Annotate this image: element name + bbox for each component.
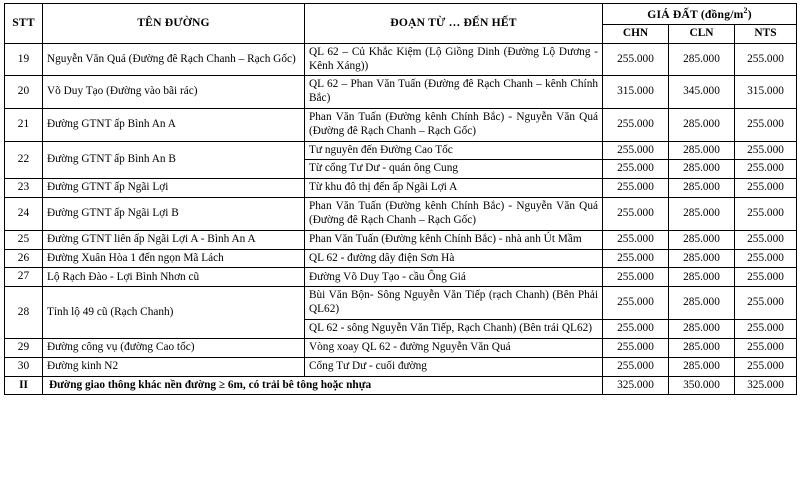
- table-row: [5, 76, 797, 109]
- cell-stt: 28: [5, 287, 43, 338]
- cell-group-price-nts: 325.000: [735, 376, 797, 395]
- cell-stt: 30: [5, 357, 43, 376]
- cell-stt: 22: [5, 141, 43, 179]
- header-segment: ĐOẠN TỪ … ĐẾN HẾT: [305, 4, 603, 44]
- cell-street-name: Đường GTNT liên ấp Ngãi Lợi A - Bình An A: [43, 230, 305, 249]
- cell-price-cln: 285.000: [669, 319, 735, 338]
- cell-price-chn: 255.000: [603, 198, 669, 231]
- cell-price-nts: 255.000: [735, 198, 797, 231]
- cell-price-cln: 285.000: [669, 230, 735, 249]
- cell-price-nts: 255.000: [735, 319, 797, 338]
- cell-price-chn: 255.000: [603, 268, 669, 287]
- cell-price-cln: 285.000: [669, 338, 735, 357]
- cell-price-nts: 255.000: [735, 338, 797, 357]
- cell-segment: Cổng Tư Dư - cuối đường: [305, 357, 603, 376]
- cell-segment: Tư nguyên đến Đường Cao Tốc: [305, 141, 603, 160]
- cell-price-nts: 255.000: [735, 109, 797, 142]
- header-price-group: [603, 4, 797, 25]
- cell-price-cln: 285.000: [669, 357, 735, 376]
- header-row-main: [5, 4, 797, 25]
- cell-price-nts: 255.000: [735, 43, 797, 76]
- cell-price-nts: 255.000: [735, 160, 797, 179]
- cell-price-chn: 255.000: [603, 338, 669, 357]
- cell-segment: Phan Văn Tuấn (Đường kênh Chính Bắc) - nhà anh Út Mầm: [305, 230, 603, 249]
- header-stt: STT: [5, 4, 43, 44]
- table-row: [5, 198, 797, 231]
- cell-price-chn: 255.000: [603, 357, 669, 376]
- cell-segment: QL 62 – Phan Văn Tuấn (Đường đê Rạch Chanh – kênh Chính Bắc): [305, 76, 603, 109]
- cell-price-cln: 285.000: [669, 43, 735, 76]
- land-price-table: [4, 3, 797, 395]
- cell-price-nts: 255.000: [735, 268, 797, 287]
- cell-street-name: Đường Xuân Hòa 1 đến ngọn Mã Lách: [43, 249, 305, 268]
- cell-segment: QL 62 - đường dây điện Sơn Hà: [305, 249, 603, 268]
- header-street-name: TÊN ĐƯỜNG: [43, 4, 305, 44]
- cell-price-nts: 255.000: [735, 357, 797, 376]
- table-row: [5, 109, 797, 142]
- cell-stt: 23: [5, 179, 43, 198]
- cell-price-chn: 315.000: [603, 76, 669, 109]
- cell-segment: Phan Văn Tuấn (Đường kênh Chính Bắc) - Nguyễn Văn Quá (Đường đê Rạch Chanh – Rạch Gốc): [305, 109, 603, 142]
- cell-street-name: Đường công vụ (đường Cao tốc): [43, 338, 305, 357]
- cell-segment: Phan Văn Tuấn (Đường kênh Chính Bắc) - Nguyễn Văn Quá (Đường đê Rạch Chanh – Rạch Gốc): [305, 198, 603, 231]
- cell-street-name: Nguyễn Văn Quá (Đường đê Rạch Chanh – Rạch Gốc): [43, 43, 305, 76]
- cell-segment: Từ cổng Tư Dư - quán ông Cung: [305, 160, 603, 179]
- cell-segment: Vòng xoay QL 62 - đường Nguyễn Văn Quá: [305, 338, 603, 357]
- cell-price-cln: 345.000: [669, 76, 735, 109]
- table-row: [5, 268, 797, 287]
- table-row: [5, 287, 797, 320]
- cell-stt: 19: [5, 43, 43, 76]
- cell-group-price-cln: 350.000: [669, 376, 735, 395]
- table-group-row: [5, 376, 797, 395]
- cell-segment: Từ khu đô thị đến ấp Ngãi Lợi A: [305, 179, 603, 198]
- cell-street-name: Đường GTNT ấp Bình An B: [43, 141, 305, 179]
- cell-price-cln: 285.000: [669, 160, 735, 179]
- cell-price-chn: 255.000: [603, 319, 669, 338]
- cell-group-stt: II: [5, 376, 43, 395]
- cell-segment: QL 62 - sông Nguyễn Văn Tiếp, Rạch Chanh) (Bên trái QL62): [305, 319, 603, 338]
- cell-street-name: Đường GTNT ấp Ngãi Lợi: [43, 179, 305, 198]
- cell-street-name: Đường GTNT ấp Ngãi Lợi B: [43, 198, 305, 231]
- table-row: [5, 357, 797, 376]
- cell-stt: 21: [5, 109, 43, 142]
- cell-price-nts: 255.000: [735, 287, 797, 320]
- cell-stt: 26: [5, 249, 43, 268]
- cell-stt: 24: [5, 198, 43, 231]
- cell-stt: 29: [5, 338, 43, 357]
- cell-stt: 25: [5, 230, 43, 249]
- cell-price-cln: 285.000: [669, 109, 735, 142]
- cell-price-chn: 255.000: [603, 43, 669, 76]
- cell-price-nts: 255.000: [735, 249, 797, 268]
- table-body: [5, 43, 797, 395]
- cell-segment: Bùi Văn Bộn- Sông Nguyễn Văn Tiếp (rạch Chanh) (Bên Phải QL62): [305, 287, 603, 320]
- table-row: [5, 249, 797, 268]
- header-price-group-superscript: 2: [743, 6, 748, 15]
- table-header: [5, 4, 797, 44]
- cell-price-chn: 255.000: [603, 109, 669, 142]
- cell-segment: Đường Võ Duy Tạo - cầu Ông Giá: [305, 268, 603, 287]
- cell-price-cln: 285.000: [669, 249, 735, 268]
- cell-price-cln: 285.000: [669, 268, 735, 287]
- cell-price-cln: 285.000: [669, 198, 735, 231]
- cell-price-chn: 255.000: [603, 160, 669, 179]
- cell-price-nts: 255.000: [735, 230, 797, 249]
- table-row: [5, 179, 797, 198]
- cell-group-price-chn: 325.000: [603, 376, 669, 395]
- cell-price-cln: 285.000: [669, 141, 735, 160]
- cell-segment: QL 62 – Củ Khắc Kiệm (Lộ Giồng Dinh (Đường Lộ Dương - Kênh Xáng)): [305, 43, 603, 76]
- table-row: [5, 338, 797, 357]
- cell-street-name: Lộ Rạch Đào - Lợi Bình Nhơn cũ: [43, 268, 305, 287]
- table-row: [5, 43, 797, 76]
- cell-price-chn: 255.000: [603, 179, 669, 198]
- cell-stt: 20: [5, 76, 43, 109]
- cell-street-name: Tỉnh lộ 49 cũ (Rạch Chanh): [43, 287, 305, 338]
- cell-street-name: Võ Duy Tạo (Đường vào bãi rác): [43, 76, 305, 109]
- header-price-group-text: GIÁ ĐẤT (đồng/m: [647, 7, 744, 21]
- cell-price-chn: 255.000: [603, 249, 669, 268]
- cell-price-chn: 255.000: [603, 141, 669, 160]
- cell-price-cln: 285.000: [669, 179, 735, 198]
- header-cln: CLN: [669, 25, 735, 44]
- cell-price-nts: 315.000: [735, 76, 797, 109]
- header-price-group-close: ): [747, 7, 752, 21]
- cell-price-nts: 255.000: [735, 179, 797, 198]
- cell-group-label: Đường giao thông khác nền đường ≥ 6m, có trải bê tông hoặc nhựa: [43, 376, 603, 395]
- cell-street-name: Đường GTNT ấp Bình An A: [43, 109, 305, 142]
- header-chn: CHN: [603, 25, 669, 44]
- cell-price-cln: 285.000: [669, 287, 735, 320]
- cell-stt: 27: [5, 268, 43, 287]
- cell-price-nts: 255.000: [735, 141, 797, 160]
- cell-price-chn: 255.000: [603, 230, 669, 249]
- cell-price-chn: 255.000: [603, 287, 669, 320]
- header-nts: NTS: [735, 25, 797, 44]
- cell-street-name: Đường kinh N2: [43, 357, 305, 376]
- table-row: [5, 141, 797, 160]
- table-row: [5, 230, 797, 249]
